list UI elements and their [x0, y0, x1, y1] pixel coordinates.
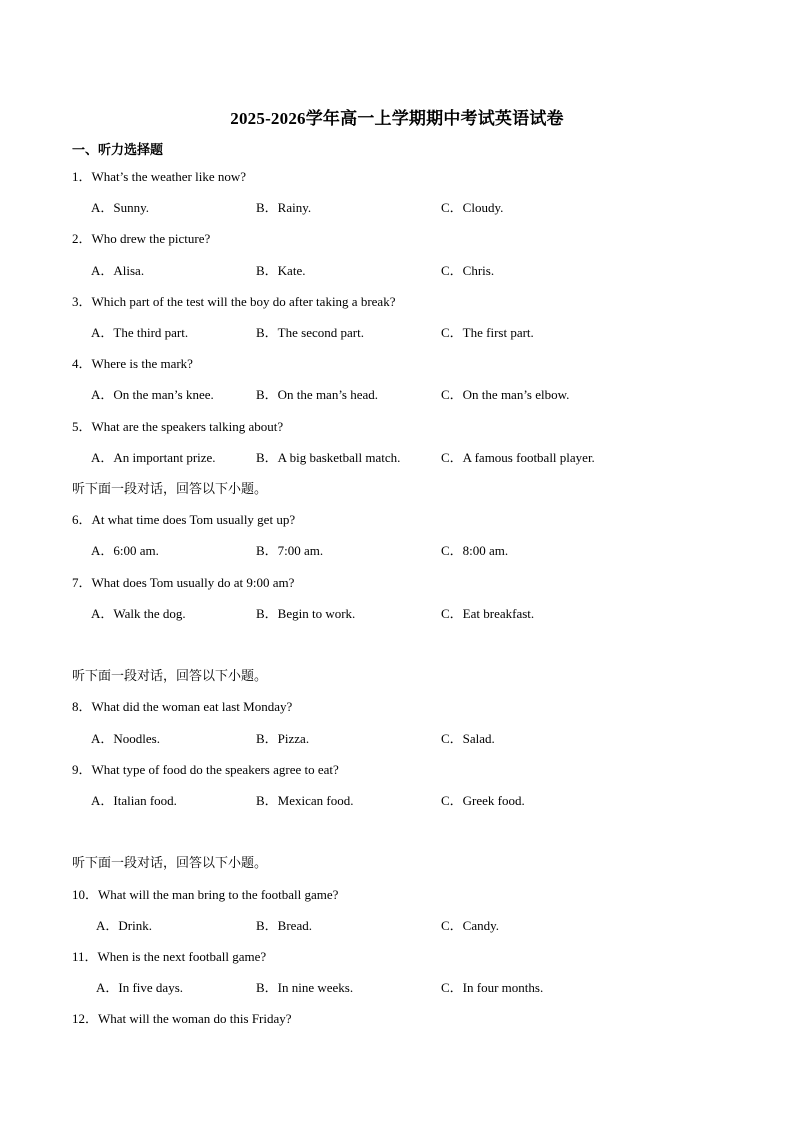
option-b: B．The second part.: [256, 325, 364, 340]
listening-instruction: 听下面一段对话，回答以下小题。: [72, 669, 268, 684]
option-a: A．Walk the dog.: [91, 606, 186, 621]
question-text: Which part of the test will the boy do after taking a break?: [91, 294, 396, 309]
option-b: B．7:00 am.: [256, 543, 324, 558]
question-11: [72, 946, 266, 965]
section-heading: 一、听力选择题: [72, 143, 164, 158]
question-text: What does Tom usually do at 9:00 am?: [91, 575, 295, 590]
question-7: [72, 572, 294, 591]
question-number: 5．: [72, 419, 92, 434]
option-b: B．Kate.: [256, 263, 306, 278]
question-text: At what time does Tom usually get up?: [91, 512, 296, 527]
listening-instruction: 听下面一段对话，回答以下小题。: [72, 482, 268, 497]
page-title: 2025-2026学年高一上学期期中考试英语试卷: [230, 109, 564, 128]
option-c: C．Cloudy.: [441, 200, 504, 215]
option-c: C．On the man’s elbow.: [441, 387, 570, 402]
option-c: C．In four months.: [441, 980, 544, 995]
question-number: 6．: [72, 512, 92, 527]
question-number: 2．: [72, 231, 92, 246]
option-a: A．Noodles.: [91, 731, 160, 746]
question-text: What type of food do the speakers agree to eat?: [91, 762, 339, 777]
option-b: B．In nine weeks.: [256, 980, 354, 995]
question-number: 11．: [72, 949, 98, 964]
option-b: B．Pizza.: [256, 731, 310, 746]
option-a: A．The third part.: [91, 325, 189, 340]
option-c: C．Chris.: [441, 263, 495, 278]
option-b: B．On the man’s head.: [256, 387, 379, 402]
question-text: What’s the weather like now?: [91, 169, 247, 184]
question-number: 1．: [72, 169, 92, 184]
option-c: C．Salad.: [441, 731, 495, 746]
question-text: What are the speakers talking about?: [91, 419, 284, 434]
option-a: A．Sunny.: [91, 200, 150, 215]
question-6: [72, 509, 295, 528]
question-10: [72, 884, 338, 903]
option-b: B．Rainy.: [256, 200, 312, 215]
question-text: What will the man bring to the football game?: [98, 887, 339, 902]
listening-instruction: 听下面一段对话，回答以下小题。: [72, 856, 268, 871]
option-a: A．6:00 am.: [91, 543, 159, 558]
option-c: C．The first part.: [441, 325, 534, 340]
option-a: A．Alisa.: [91, 263, 145, 278]
option-c: C．Greek food.: [441, 793, 525, 808]
question-5: [72, 416, 283, 435]
option-c: C．A famous football player.: [441, 450, 595, 465]
option-b: B．Mexican food.: [256, 793, 354, 808]
question-number: 3．: [72, 294, 92, 309]
option-c: C．Candy.: [441, 918, 500, 933]
question-4: [72, 353, 193, 372]
question-12: [72, 1008, 292, 1027]
question-text: Who drew the picture?: [91, 231, 211, 246]
option-b: B．Bread.: [256, 918, 312, 933]
question-number: 8．: [72, 699, 92, 714]
option-a: A．In five days.: [96, 980, 184, 995]
question-text: What will the woman do this Friday?: [98, 1011, 292, 1026]
option-c: C．8:00 am.: [441, 543, 509, 558]
option-b: B．A big basketball match.: [256, 450, 401, 465]
question-text: Where is the mark?: [91, 356, 193, 371]
option-b: B．Begin to work.: [256, 606, 356, 621]
question-number: 4．: [72, 356, 92, 371]
question-9: [72, 759, 339, 778]
question-2: [72, 228, 210, 247]
option-a: A．Italian food.: [91, 793, 177, 808]
question-3: [72, 291, 395, 310]
option-a: A．Drink.: [96, 918, 152, 933]
question-8: [72, 696, 292, 715]
option-c: C．Eat breakfast.: [441, 606, 535, 621]
question-text: What did the woman eat last Monday?: [91, 699, 293, 714]
question-1: [72, 166, 246, 185]
question-number: 12．: [72, 1011, 99, 1026]
question-number: 7．: [72, 575, 92, 590]
option-a: A．On the man’s knee.: [91, 387, 214, 402]
question-number: 9．: [72, 762, 92, 777]
question-text: When is the next football game?: [97, 949, 267, 964]
question-number: 10．: [72, 887, 99, 902]
option-a: A．An important prize.: [91, 450, 216, 465]
